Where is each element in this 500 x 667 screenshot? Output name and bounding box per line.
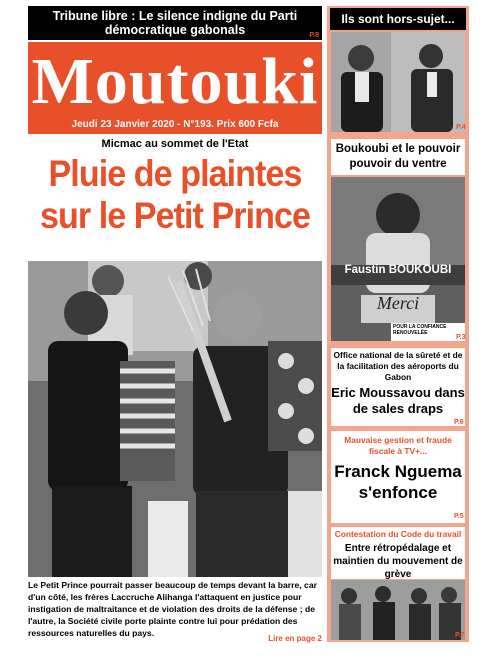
story5[interactable]	[331, 527, 465, 579]
story3-headline: Eric Moussavou dans de sales draps	[331, 385, 465, 416]
issue-line: Jeudi 23 Janvier 2020 - N°193. Prix 600 Fcfa	[71, 119, 279, 130]
story5-page: P.7	[455, 632, 465, 639]
lead-caption: Le Petit Prince pourrait passer beaucoup de temps devant la barre, car d'un côté, les frères Laccruche Alihanga l'attaquent en justice pour instigation de maltraitance et de violation des droits de la défense ; de l'autre, la Société civile porte plainte contre lui pour prédation des ressources naturelles du pays.	[28, 580, 317, 638]
story5-photo-illustration	[331, 580, 465, 640]
poster-word: Merci	[376, 293, 420, 313]
story2-page: P.3	[456, 334, 466, 341]
story4-page: P.5	[454, 513, 464, 520]
top-banner[interactable]	[28, 6, 322, 40]
lead-headline-line2: sur le Petit Prince	[39, 195, 311, 236]
story1-page: P.4	[456, 124, 466, 131]
story3[interactable]	[331, 348, 465, 426]
lead-headline-line1: Pluie de plaintes	[48, 153, 302, 194]
lead-photo[interactable]	[28, 261, 322, 577]
story5-photo[interactable]	[331, 580, 465, 640]
story1-photo[interactable]	[331, 32, 465, 132]
story2-photo-illustration	[331, 177, 465, 341]
lead-kicker: Micmac au sommet de l'Etat	[101, 138, 249, 150]
story5-headline: Entre rétropédalage et maintien du mouvement de grève	[333, 543, 463, 580]
poster-tagline: POUR LA CONFIANCE RENOUVELÉE	[393, 324, 447, 336]
story4[interactable]	[331, 431, 465, 523]
story3-page: P.6	[454, 419, 464, 426]
story1-photo-illustration	[331, 32, 465, 132]
lead-headline[interactable]	[40, 153, 310, 237]
story5-kicker: Contestation du Code du travail	[334, 529, 462, 539]
masthead-logo: Moutouki	[31, 45, 319, 118]
story1-title[interactable]: Ils sont hors-sujet...	[330, 8, 466, 30]
story2-title[interactable]: Boukoubi et le pouvoir pouvoir du ventre	[331, 139, 465, 175]
lead-photo-illustration	[28, 261, 322, 577]
story3-kicker: Office national de la sûreté et de la facilitation des aéroports du Gabon	[333, 350, 463, 382]
poster-name: Faustin BOUKOUBI	[344, 264, 452, 276]
story4-kicker: Mauvaise gestion et fraude fiscale à TV+...	[344, 435, 452, 456]
story2-photo[interactable]	[331, 177, 465, 341]
masthead	[28, 42, 322, 134]
read-more-link[interactable]: Lire en page 2	[268, 634, 322, 643]
top-banner-page: P.8	[309, 32, 319, 39]
story4-headline: Franck Nguema s'enfonce	[334, 462, 462, 502]
top-banner-text: Tribune libre : Le silence indigne du Parti démocratique gabonals	[52, 9, 298, 37]
